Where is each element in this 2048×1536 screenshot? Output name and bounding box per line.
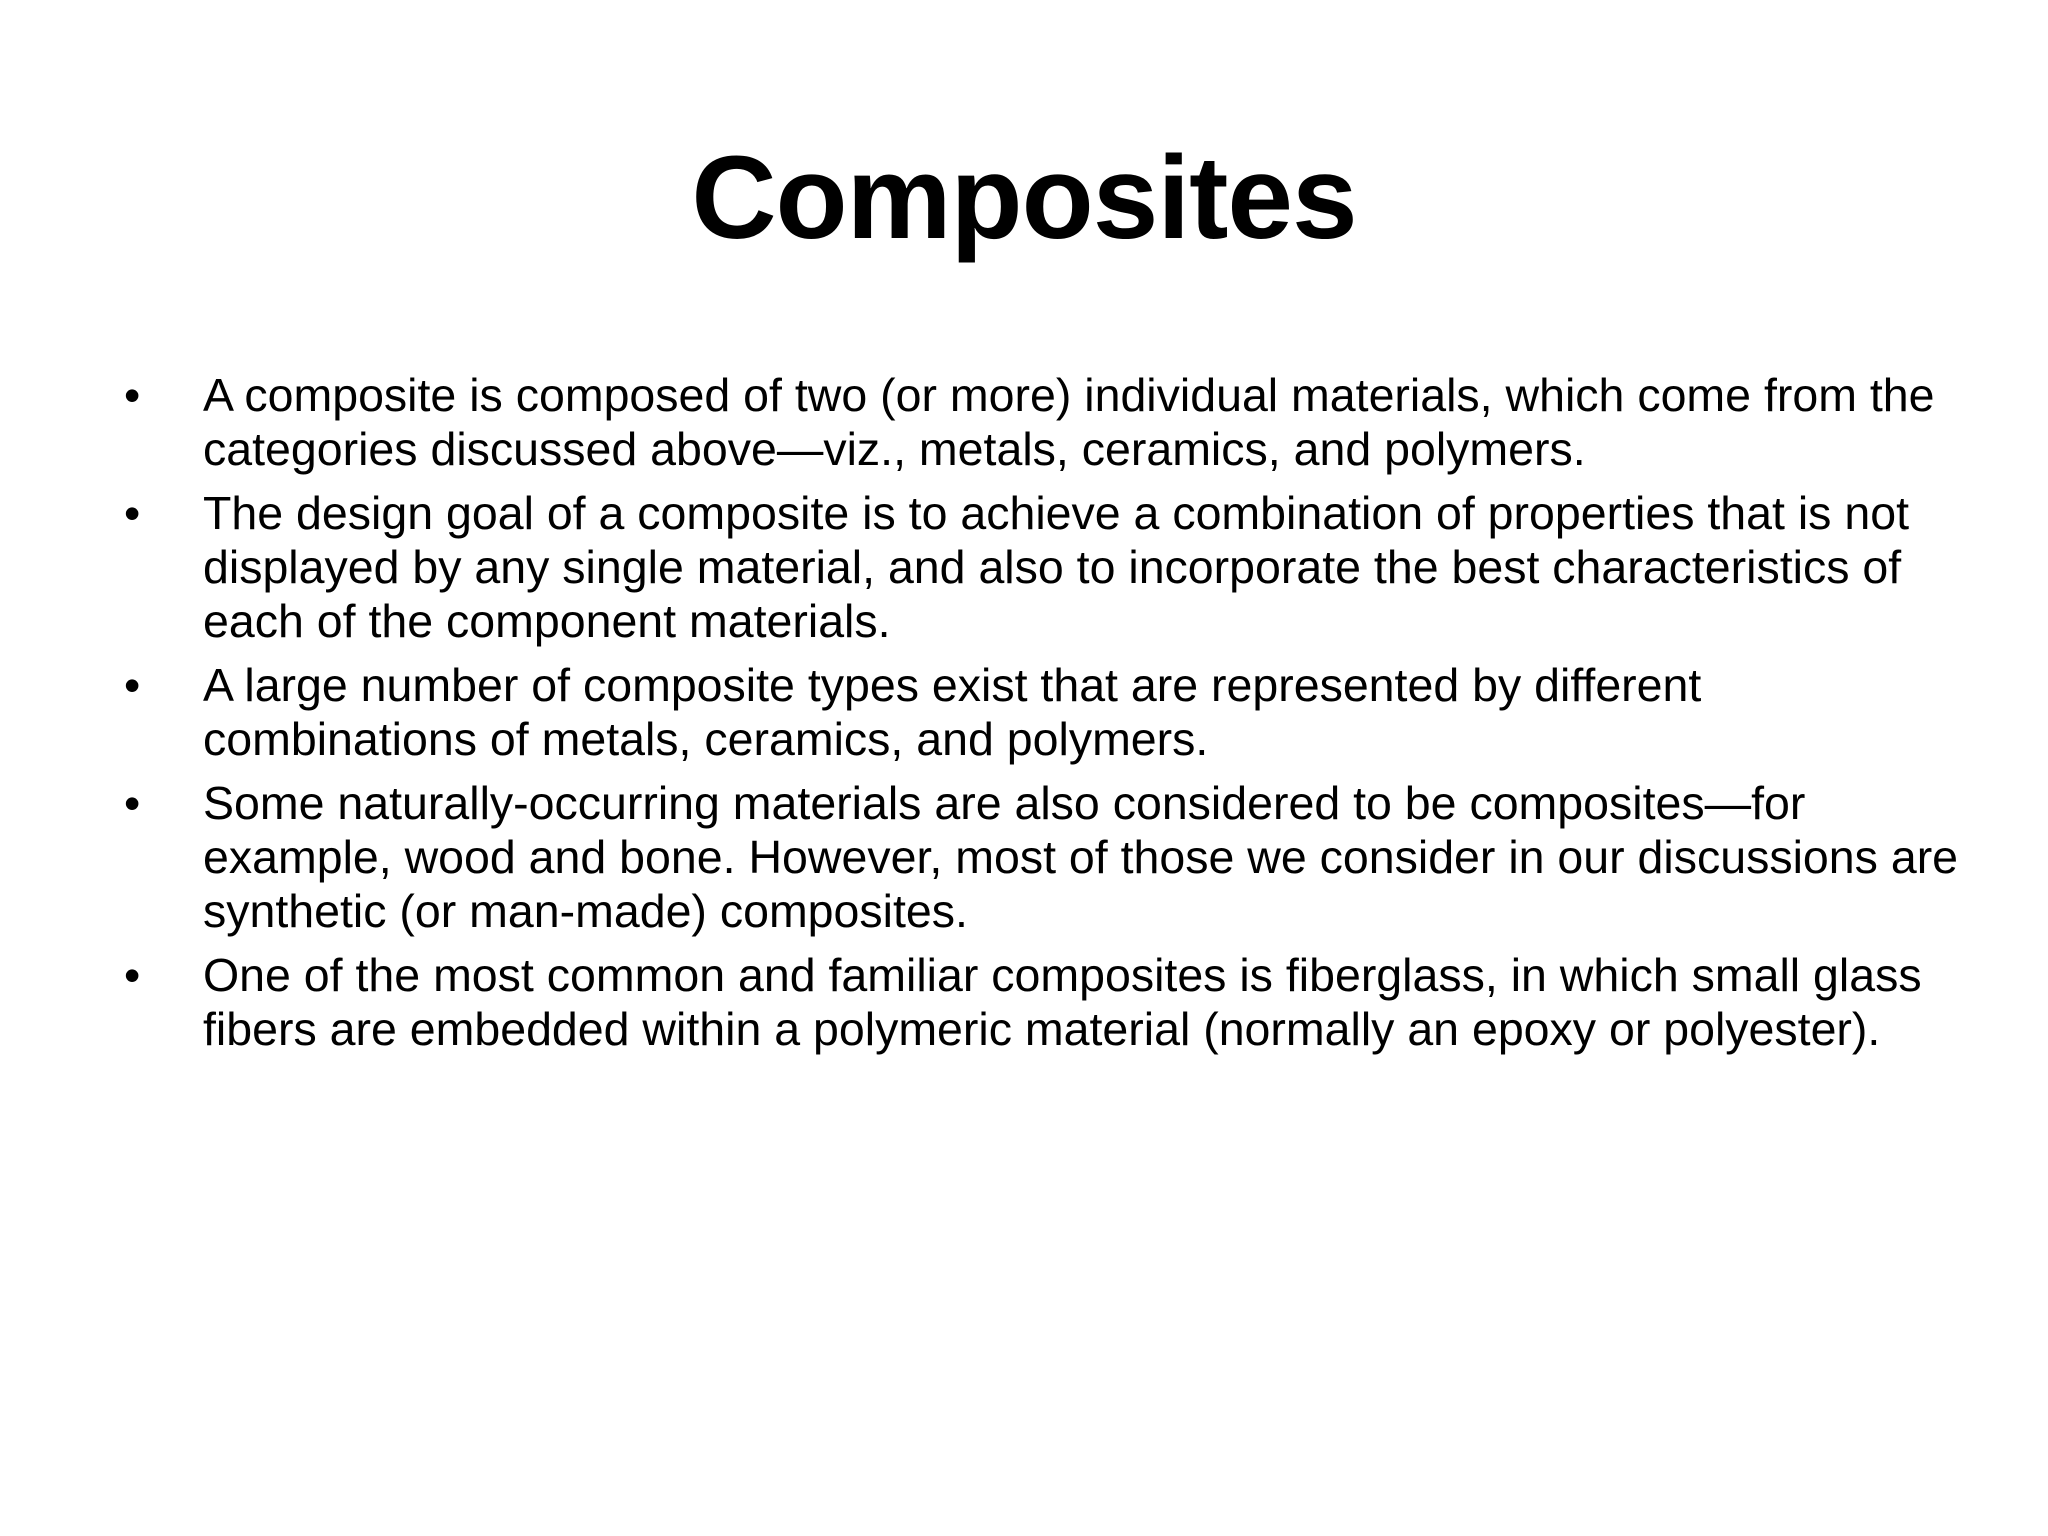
bullet-text: One of the most common and familiar composites is fiberglass, in which small glass fibers are embedded within a polymeric material (normally an epoxy or polyester). xyxy=(203,949,1922,1055)
bullet-glyph: • xyxy=(124,777,141,829)
bullet-item xyxy=(0,658,2048,766)
bullet-glyph: • xyxy=(124,487,141,539)
bullet-glyph: • xyxy=(124,949,141,1001)
bullet-text: Some naturally-occurring materials are also considered to be composites—for example, wood and bone. However, most of those we consider in our discussions are synthetic (or man-made) composites. xyxy=(203,777,1959,937)
bullet-glyph: • xyxy=(124,659,141,711)
bullet-text: A large number of composite types exist that are represented by different combinations of metals, ceramics, and polymers. xyxy=(203,659,1702,765)
bullet-text: A composite is composed of two (or more) individual materials, which come from the categories discussed above—viz., metals, ceramics, and polymers. xyxy=(203,369,1935,475)
bullet-item xyxy=(0,948,2048,1056)
bullet-item xyxy=(0,486,2048,648)
bullet-text: The design goal of a composite is to achieve a combination of properties that is not displayed by any single material, and also to incorporate the best characteristics of each of the component materials. xyxy=(203,487,1909,647)
bullet-item xyxy=(0,776,2048,938)
slide-title: Composites xyxy=(691,132,1357,264)
bullet-list xyxy=(0,368,2048,1066)
bullet-glyph: • xyxy=(124,369,141,421)
bullet-item xyxy=(0,368,2048,476)
